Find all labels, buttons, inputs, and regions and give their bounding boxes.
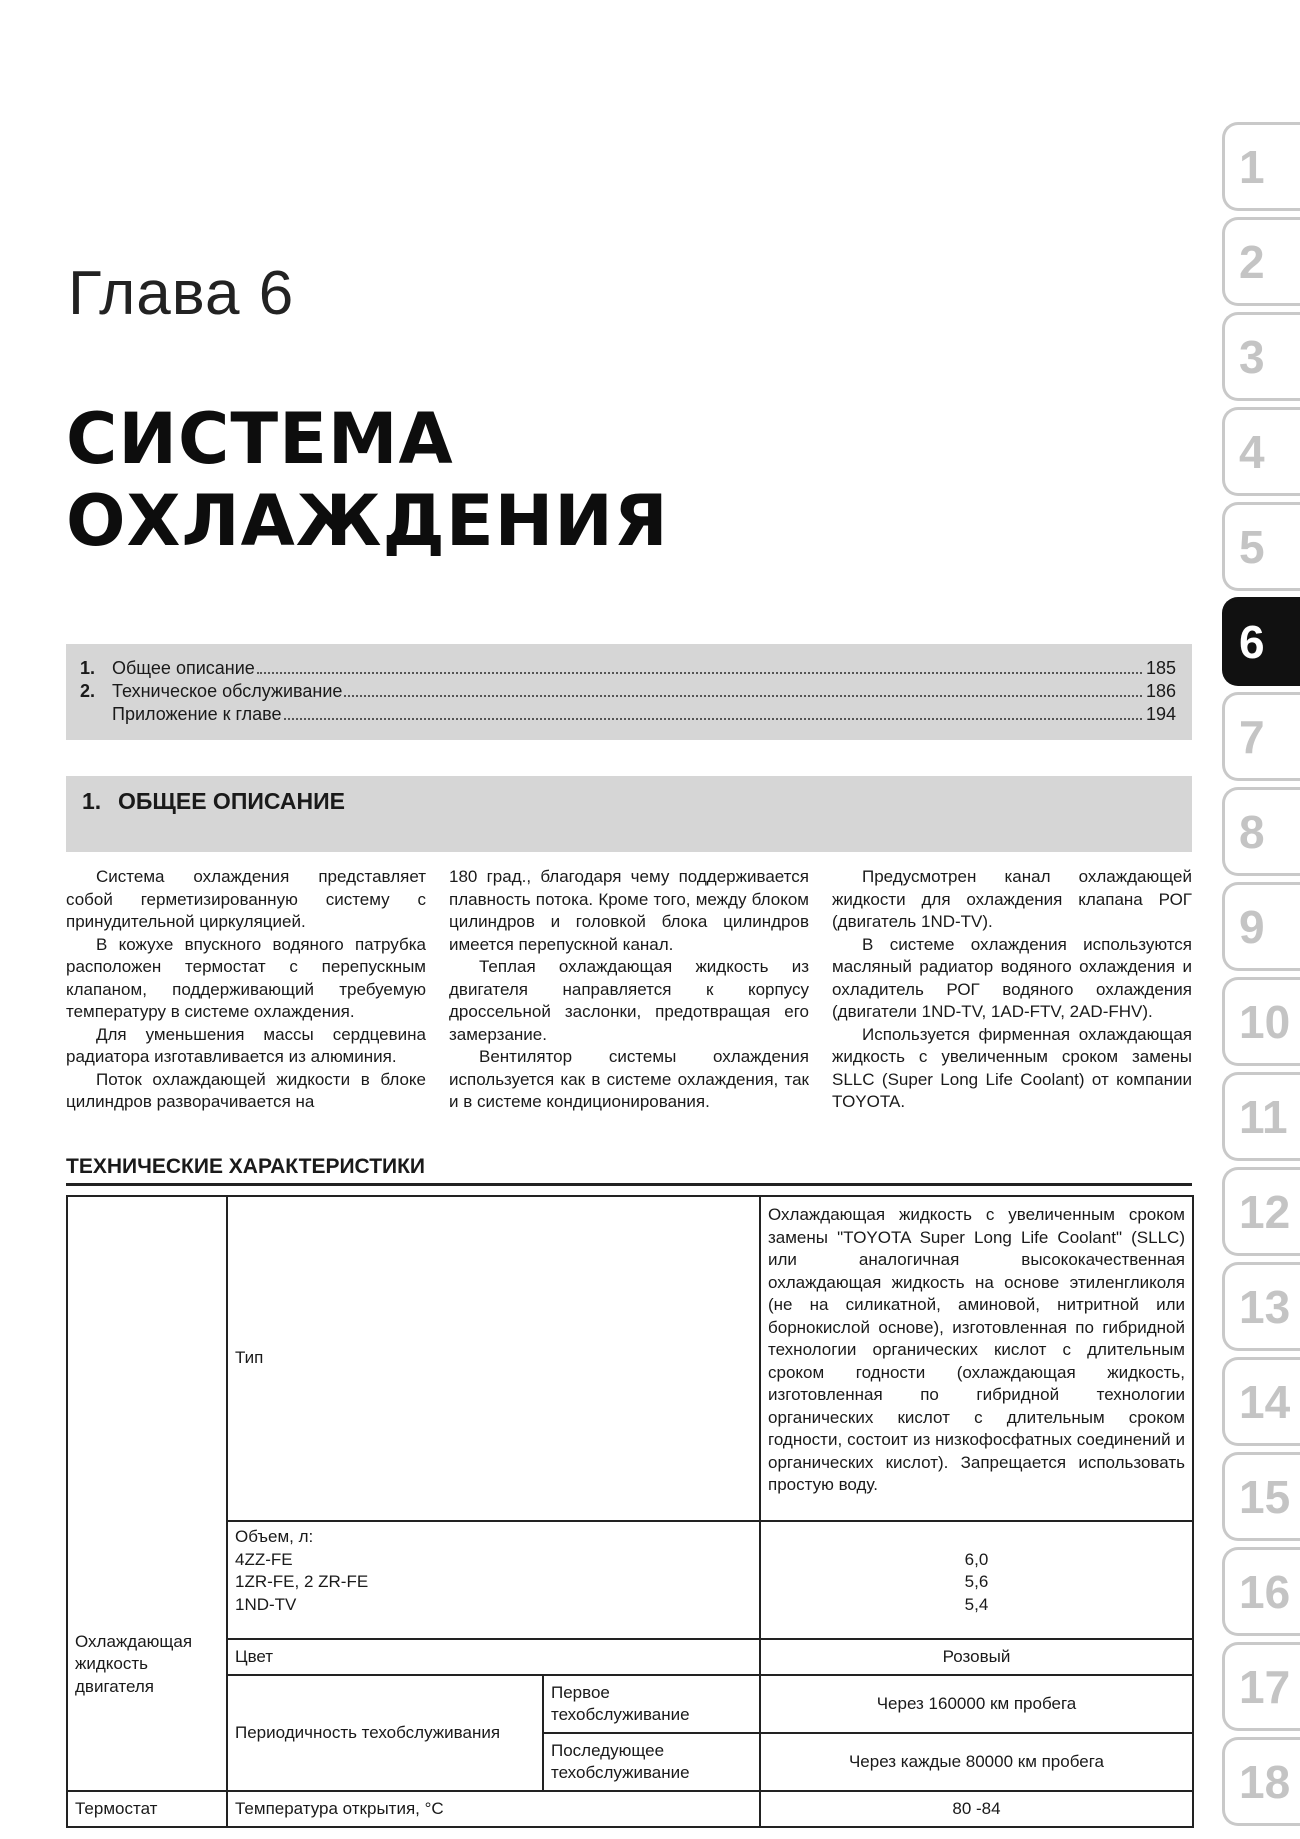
maint-label-cell: Периодичность техобслуживания [227,1675,543,1791]
specs-heading: ТЕХНИЧЕСКИЕ ХАРАКТЕРИСТИКИ [66,1155,1192,1186]
chapter-tab-16[interactable]: 16 [1222,1547,1300,1636]
next-maint-label-cell: Последующее техобслуживание [543,1733,760,1791]
coolant-group-cell: Охлаждающая жидкость двигателя [67,1196,227,1791]
table-of-contents [66,644,1192,740]
chapter-tab-18[interactable]: 18 [1222,1737,1300,1826]
paragraph: В системе охлаждения используются масляный радиатор водяного охлаждения и охладитель РОГ водяного охлаждения (двигатели 1ND-TV, 1AD-FTV, 2AD-FHV). [832,934,1192,1021]
toc-leader-dots [284,718,1142,720]
paragraph: Предусмотрен канал охлаждающей жидкости для охлаждения клапана РОГ (двигатель 1ND-TV). [832,867,1192,931]
volume-engine: 1ZR-FE, 2 ZR-FE [235,1572,369,1591]
toc-entry-page: 186 [1145,681,1176,701]
section-heading [66,776,1192,852]
chapter-tab-11[interactable]: 11 [1222,1072,1300,1161]
table-row [67,1639,1193,1675]
toc-leader-dots [344,695,1142,697]
specs-table [66,1195,1194,1828]
volume-value: 6,0 [964,1549,989,1569]
text-column-1 [66,866,426,1138]
table-row [67,1791,1193,1827]
paragraph: Система охлаждения представляет собой герметизированную систему с принудительной циркуляцией. [66,867,426,931]
text-column-2 [449,866,809,1138]
volume-label-cell [227,1521,760,1639]
paragraph: В кожухе впускного водяного патрубка расположен термостат с перепускным клапаном, поддерживающий требуемую температуру в системе охлаждения. [66,934,426,1021]
toc-entry-title: Приложение к главе [112,704,282,724]
color-value-cell: Розовый [760,1639,1193,1675]
toc-entry[interactable] [80,658,1176,681]
toc-entry[interactable] [80,704,1176,727]
chapter-tab-13[interactable]: 13 [1222,1262,1300,1351]
section-title: ОБЩЕЕ ОПИСАНИЕ [118,788,346,814]
chapter-tab-8[interactable]: 8 [1222,787,1300,876]
paragraph: Поток охлаждающей жидкости в блоке цилиндров разворачивается на [66,1069,426,1111]
body-text-columns [66,866,1192,1138]
chapter-tab-7[interactable]: 7 [1222,692,1300,781]
paragraph: Теплая охлаждающая жидкость из двигателя направляется к корпусу дроссельной заслонки, предотвращая его замерзание. [449,957,809,1044]
thermostat-param-cell: Температура открытия, °С [227,1791,760,1827]
chapter-tab-5[interactable]: 5 [1222,502,1300,591]
chapter-tab-17[interactable]: 17 [1222,1642,1300,1731]
section-number: 1. [82,788,102,814]
type-value-cell: Охлаждающая жидкость с увеличенным сроком замены "TOYOTA Super Long Life Coolant" (SLLC) или аналогичная высококачественная охлаждающая жидкость на основе этиленгликоля (не на силикатной, аминовой, нитритной или борнокислой основе), изготовленная по гибридной технологии органических кислот с длительным сроком годности (охлаждающая жидкость, изготовленная по гибридной технологии органических кислот с длительным сроком годности, состоит из низкофосфатных соединений и органических кислот). Запрещается использовать простую воду. [760,1196,1193,1521]
chapter-title [66,398,966,562]
table-row [67,1521,1193,1639]
toc-entry-page: 194 [1145,704,1176,724]
chapter-tab-4[interactable]: 4 [1222,407,1300,496]
chapter-tabs [1222,122,1300,1832]
type-label-cell: Тип [227,1196,760,1521]
volume-engine: 4ZZ-FE [235,1549,293,1569]
table-row [67,1196,1193,1521]
chapter-tab-2[interactable]: 2 [1222,217,1300,306]
toc-entry-title: Общее описание [112,658,255,678]
chapter-tab-14[interactable]: 14 [1222,1357,1300,1446]
first-maint-value-cell: Через 160000 км пробега [760,1675,1193,1733]
toc-leader-dots [257,672,1142,674]
chapter-tab-12[interactable]: 12 [1222,1167,1300,1256]
thermostat-label-cell: Термостат [67,1791,227,1827]
chapter-tab-1[interactable]: 1 [1222,122,1300,211]
volume-value: 5,4 [964,1594,989,1614]
chapter-title-line-1: СИСТЕМА [66,398,454,480]
toc-entry-number: 1. [80,658,96,678]
volume-engine: 1ND-TV [235,1594,297,1614]
toc-entry[interactable] [80,681,1176,704]
volume-value: 5,6 [964,1572,989,1591]
volume-label: Объем, л: [235,1527,314,1546]
paragraph: Для уменьшения массы сердцевина радиатора изготавливается из алюминия. [66,1024,426,1066]
volume-value-cell [760,1521,1193,1639]
text-column-3 [832,866,1192,1138]
paragraph: 180 град., благодаря чему поддерживается плавность потока. Кроме того, между блоком цилиндров и головкой блока цилиндров имеется перепускной канал. [449,867,809,954]
color-label-cell: Цвет [227,1639,760,1675]
thermostat-value-cell: 80 -84 [760,1791,1193,1827]
paragraph: Используется фирменная охлаждающая жидкость с увеличенным сроком замены SLLC (Super Long Life Coolant) от компании TOYOTA. [832,1024,1192,1111]
chapter-title-line-2: ОХЛАЖДЕНИЯ [66,480,669,562]
chapter-tab-15[interactable]: 15 [1222,1452,1300,1541]
chapter-tab-6-active[interactable]: 6 [1222,597,1300,686]
table-row [67,1675,1193,1733]
toc-entry-title: Техническое обслуживание [112,681,343,701]
first-maint-label-cell: Первое техобслуживание [543,1675,760,1733]
chapter-tab-9[interactable]: 9 [1222,882,1300,971]
chapter-tab-10[interactable]: 10 [1222,977,1300,1066]
chapter-label: Глава 6 [68,259,295,328]
next-maint-value-cell: Через каждые 80000 км пробега [760,1733,1193,1791]
toc-entry-number: 2. [80,681,96,701]
toc-entry-page: 185 [1145,658,1176,678]
paragraph: Вентилятор системы охлаждения используется как в системе охлаждения, так и в системе кондиционирования. [449,1047,809,1111]
chapter-tab-3[interactable]: 3 [1222,312,1300,401]
